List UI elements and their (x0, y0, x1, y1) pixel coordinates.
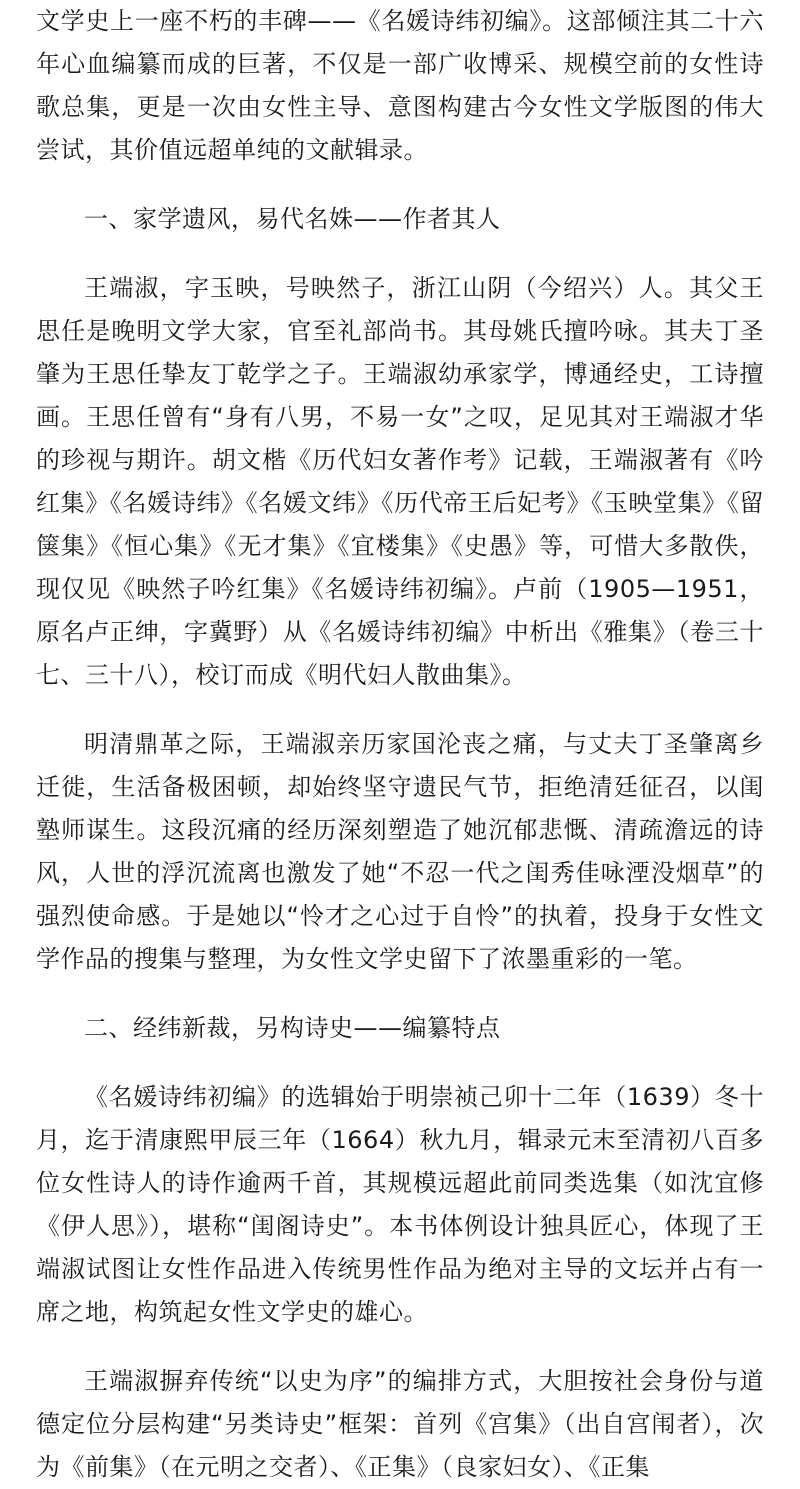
section-heading-author: 一、家学遗风，易代名姝——作者其人 (84, 205, 501, 233)
article-body (36, 0, 764, 1489)
paragraph-compilation-structure: 王端淑摒弃传统“以史为序”的编排方式，大胆按社会身份与道德定位分层构建“另类诗史”框架：首列《宫集》（出自宫闱者），次为《前集》（在元明之交者）、《正集》（良家妇女）、《正集 (36, 1367, 764, 1481)
paragraph-author-life: 明清鼎革之际，王端淑亲历家国沦丧之痛，与丈夫丁圣肇离乡迁徙，生活备极困顿，却始终坚守遗民气节，拒绝清廷征召，以闺塾师谋生。这段沉痛的经历深刻塑造了她沉郁悲慨、清疏澹远的诗风，人世的浮沉流离也激发了她“不忍一代之闺秀佳咏湮没烟草”的强烈使命感。于是她以“怜才之心过于自怜”的执着，投身于女性文学作品的搜集与整理，为女性文学史留下了浓墨重彩的一笔。 (36, 730, 764, 973)
paragraph-author-bio: 王端淑，字玉映，号映然子，浙江山阴（今绍兴）人。其父王思任是晚明文学大家，官至礼部尚书。其母姚氏擅吟咏。其夫丁圣肇为王思任挚友丁乾学之子。王端淑幼承家学，博通经史，工诗擅画。王思任曾有“身有八男，不易一女”之叹，足见其对王端淑才华的珍视与期许。胡文楷《历代妇女著作考》记载，王端淑著有《吟红集》《名媛诗纬》《名媛文纬》《历代帝王后妃考》《玉映堂集》《留箧集》《恒心集》《无才集》《宜楼集》《史愚》等，可惜大多散佚，现仅见《映然子吟红集》《名媛诗纬初编》。卢前（1905—1951，原名卢正绅，字冀野）从《名媛诗纬初编》中析出《雅集》（卷三十七、三十八），校订而成《明代妇人散曲集》。 (36, 274, 764, 689)
paragraph-intro-continuation: 文学史上一座不朽的丰碑——《名媛诗纬初编》。这部倾注其二十六年心血编纂而成的巨著，不仅是一部广收博采、规模空前的女性诗歌总集，更是一次由女性主导、意图构建古今女性文学版图的伟大尝试，其价值远超单纯的文献辑录。 (36, 7, 764, 164)
paragraph-compilation-scope: 《名媛诗纬初编》的选辑始于明崇祯己卯十二年（1639）冬十月，迄于清康熙甲辰三年（1664）秋九月，辑录元末至清初八百多位女性诗人的诗作逾两千首，其规模远超此前同类选集（如沈宜修《伊人思》），堪称“闺阁诗史”。本书体例设计独具匠心，体现了王端淑试图让女性作品进入传统男性作品为绝对主导的文坛并占有一席之地，构筑起女性文学史的雄心。 (36, 1083, 764, 1326)
section-heading-compilation: 二、经纬新裁，另构诗史——编纂特点 (84, 1014, 501, 1042)
